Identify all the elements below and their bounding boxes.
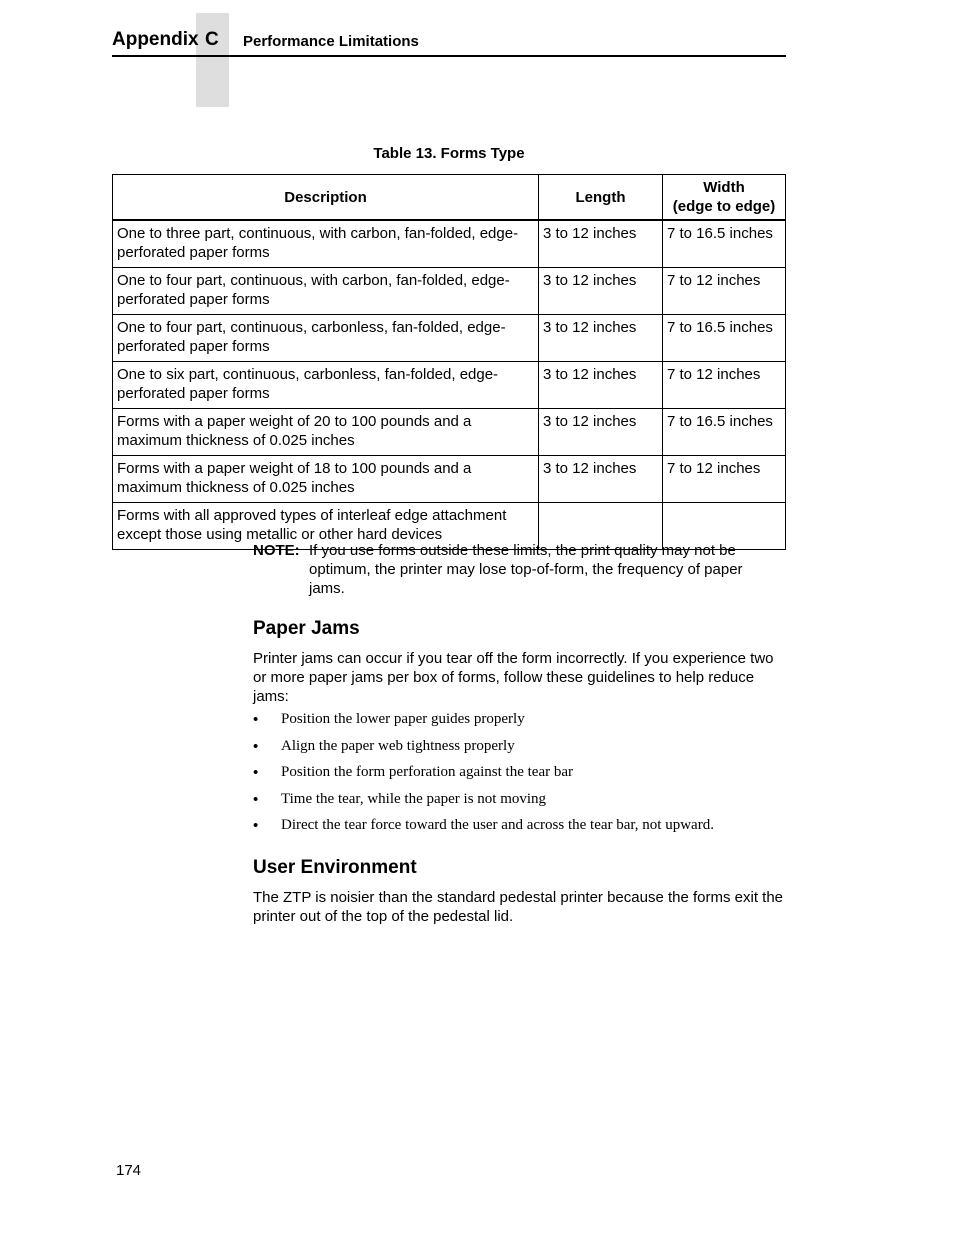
bullet-icon: • (253, 817, 259, 834)
header-width-line2: (edge to edge) (672, 198, 776, 215)
cell-width: 7 to 12 inches (663, 456, 786, 503)
bullet-icon: • (253, 737, 259, 755)
section-title: Performance Limitations (243, 33, 419, 50)
header-width-line1: Width (703, 179, 745, 196)
table-caption: Table 13. Forms Type (373, 145, 525, 162)
table-row (113, 268, 786, 315)
note-text: If you use forms outside these limits, the print quality may not be optimum, the printer may lose top-of-form, the frequency of paper jams. (309, 542, 743, 597)
guideline-text: Time the tear, while the paper is not moving (281, 790, 547, 807)
cell-width: 7 to 16.5 inches (663, 221, 786, 268)
cell-description: One to three part, continuous, with carbon, fan-folded, edge-perforated paper forms (113, 221, 539, 268)
cell-description: One to four part, continuous, carbonless, fan-folded, edge-perforated paper forms (113, 315, 539, 362)
cell-description: Forms with a paper weight of 18 to 100 pounds and a maximum thickness of 0.025 inches (113, 456, 539, 503)
table-row (113, 409, 786, 456)
cell-width: 7 to 12 inches (663, 362, 786, 409)
paper-jams-heading: Paper Jams (253, 618, 360, 639)
cell-length: 3 to 12 inches (539, 409, 663, 456)
page-number: 174 (116, 1162, 142, 1179)
header-description: Description (113, 175, 539, 220)
list-item (253, 817, 786, 844)
list-item (253, 791, 786, 818)
header-length: Length (539, 175, 663, 220)
guideline-text: Direct the tear force toward the user and across the tear bar, not upward. (281, 817, 714, 833)
user-environment-text: The ZTP is noisier than the standard pedestal printer because the forms exit the printer out of the top of the pedestal lid. (253, 889, 784, 925)
paper-jams-guidelines (253, 711, 786, 844)
forms-type-table (112, 174, 786, 550)
list-item (253, 738, 786, 765)
header-rule (112, 55, 786, 57)
bullet-icon: • (253, 790, 259, 808)
cell-description: One to four part, continuous, with carbon, fan-folded, edge-perforated paper forms (113, 268, 539, 315)
cell-description: One to six part, continuous, carbonless, fan-folded, edge-perforated paper forms (113, 362, 539, 409)
appendix-letter: C (205, 29, 219, 50)
cell-length: 3 to 12 inches (539, 456, 663, 503)
list-item (253, 711, 786, 738)
appendix-label: Appendix (112, 29, 199, 50)
cell-description: Forms with all approved types of interleaf edge attachment except those using metallic or other hard devices (113, 503, 539, 550)
guideline-text: Position the lower paper guides properly (281, 711, 525, 727)
table-row (113, 456, 786, 503)
cell-width: 7 to 16.5 inches (663, 315, 786, 362)
bullet-icon: • (253, 764, 259, 781)
cell-description: Forms with a paper weight of 20 to 100 pounds and a maximum thickness of 0.025 inches (113, 409, 539, 456)
table-row (113, 362, 786, 409)
chapter-tab-marker (196, 13, 229, 107)
guideline-text: Align the paper web tightness properly (281, 737, 515, 754)
table-header-row (113, 175, 786, 220)
bullet-icon: • (253, 711, 259, 728)
cell-length: 3 to 12 inches (539, 315, 663, 362)
cell-length: 3 to 12 inches (539, 362, 663, 409)
note-label: NOTE: (253, 542, 300, 559)
cell-width: 7 to 16.5 inches (663, 409, 786, 456)
user-environment-heading: User Environment (253, 857, 417, 878)
cell-length: 3 to 12 inches (539, 268, 663, 315)
guideline-text: Position the form perforation against the tear bar (281, 764, 573, 780)
cell-width: 7 to 12 inches (663, 268, 786, 315)
cell-length: 3 to 12 inches (539, 221, 663, 268)
list-item (253, 764, 786, 791)
paper-jams-intro: Printer jams can occur if you tear off the form incorrectly. If you experience two or more paper jams per box of forms, follow these guidelines to help reduce jams: (253, 650, 774, 705)
header-width (663, 175, 786, 220)
table-row (113, 221, 786, 268)
table-row (113, 315, 786, 362)
